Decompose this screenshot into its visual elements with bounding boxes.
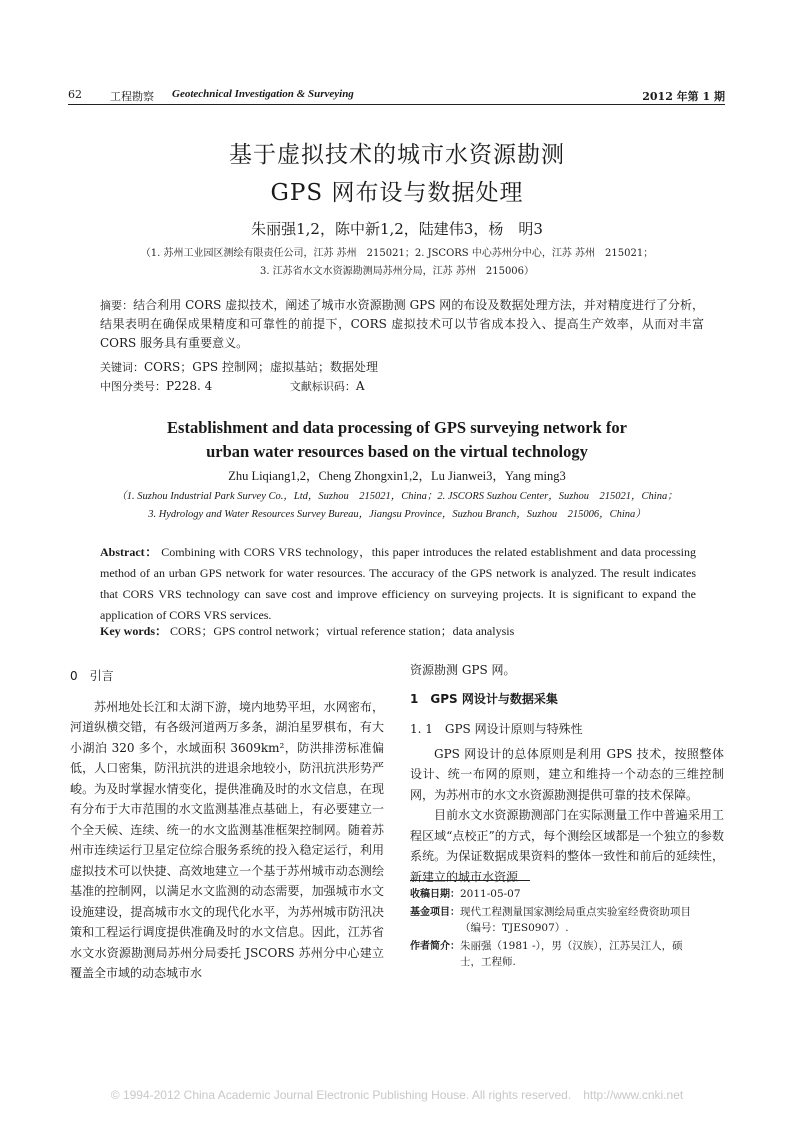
title-en-line2: urban water resources based on the virtual technology xyxy=(206,442,588,461)
footnote-rule xyxy=(410,880,530,881)
received-label: 收稿日期： xyxy=(410,889,460,900)
clc-label: 中图分类号： xyxy=(100,380,166,393)
keywords-en xyxy=(100,622,696,639)
subsection-1-1-heading: 1. 1 GPS 网设计原则与特殊性 xyxy=(410,722,583,736)
intro-paragraph: 苏州地处长江和太湖下游，境内地势平坦，水网密布，河道纵横交错，有各级河道两万多条，湖泊星罗棋布，有大小湖泊 320 多个，水域面积 3609km²，防洪排涝标准偏低，人口密集，防汛抗洪的进退余地较小，防汛抗洪形势严峻。为及时掌握水情变化，提供准确及时的水文信息，在现有分布于大市范围的水文监测基准点基础上，有必要建立一个全天候、连续、统一的水文监测基准框架控制网。随着苏州市连续运行卫星定位综合服务系统的投入稳定运行，利用虚拟技术可以快捷、高效地建立一个基于苏州城市动态测绘基准的控制网，以满足水文监测的动态需要，加强城市水文设施建设，提高城市水文的现代化水平，为苏州城市防汛决策和工程运行调度提供准确及时的水文信息。因此，江苏省水文水资源勘测局苏州分局委托 JSCORS 苏州分中心建立覆盖全市域的动态城市水 xyxy=(70,699,384,980)
fund-label: 基金项目： xyxy=(410,907,460,918)
fund-note xyxy=(410,904,726,936)
abstract-cn-text: 结合利用 CORS 虚拟技术，阐述了城市水资源勘测 GPS 网的布设及数据处理方法，并对精度进行了分析，结果表明在确保成果精度和可靠性的前提下，CORS 虚拟技术可以节省成本投入、提高生产效率，从而对丰富 CORS 服务具有重要意义。 xyxy=(100,298,705,350)
doc-code-value: A xyxy=(355,379,365,393)
clc-value: P228. 4 xyxy=(166,379,213,393)
title-cn-line1: 基于虚拟技术的城市水资源勘测 xyxy=(229,142,565,168)
keywords-cn-text: CORS；GPS 控制网；虚拟基站；数据处理 xyxy=(144,360,378,374)
page-number: 62 xyxy=(68,88,82,101)
authors-cn: 朱丽强1,2，陈中新1,2，陆建伟3，杨 明3 xyxy=(251,220,543,238)
running-header xyxy=(68,88,725,104)
design-principle-paragraph: GPS 网设计的总体原则是利用 GPS 技术，按照整体设计、统一布网的原则，建立和维持一个动态的三维控制网，为苏州市的水文水资源勘测提供可靠的技术保障。 xyxy=(410,746,724,802)
affiliations-cn-line2: 3. 江苏省水文水资源勘测局苏州分局，江苏 苏州 215006） xyxy=(259,266,535,277)
keywords-en-label: Key words： xyxy=(100,624,167,638)
issue-label: 2012 年第 1 期 xyxy=(642,90,725,103)
journal-name-en: Geotechnical Investigation & Surveying xyxy=(172,88,354,100)
doc-code-label: 文献标识码： xyxy=(289,380,356,393)
section-1-heading: 1 GPS 网设计与数据采集 xyxy=(410,691,558,706)
received-value: 2011-05-07 xyxy=(460,888,521,900)
fund-value: 现代工程测量国家测绘局重点实验室经费资助项目（编号：TJES0907）. xyxy=(460,906,691,934)
abstract-en-label: Abstract： xyxy=(100,545,158,559)
title-en-line1: Establishment and data processing of GPS surveying network for xyxy=(167,418,627,437)
copyright-notice: © 1994-2012 China Academic Journal Electronic Publishing House. All rights reserved. http://www.cnki.net xyxy=(110,1088,684,1102)
keywords-cn-label: 关键词： xyxy=(100,361,144,374)
authors-en: Zhu Liqiang1,2，Cheng Zhongxin1,2，Lu Jianwei3，Yang ming3 xyxy=(228,469,566,483)
author-bio-value: 朱丽强（1981 -），男（汉族），江苏吴江人，硕士，工程师. xyxy=(460,940,683,968)
author-bio-note xyxy=(410,938,726,970)
right-column xyxy=(410,660,724,887)
intro-continuation: 资源勘测 GPS 网。 xyxy=(410,663,516,677)
abstract-en-text: Combining with CORS VRS technology，this paper introduces the related establishment and data processing method of an urban GPS network for water resources. The accuracy of the GPS network is analyzed. The result indicates that CORS VRS technology can save cost and improve efficiency on surveying projects. It is significant to expand the application of CORS VRS services. xyxy=(100,545,696,622)
point-calibration-paragraph: 目前水文水资源勘测部门在实际测量工作中普遍采用工程区域“点校正”的方式，每个测绘区域都是一个独立的参数系统。为保证数据成果资料的整体一致性和前后的延续性，新建立的城市水资源 xyxy=(410,808,724,884)
title-cn-line2: GPS 网布设与数据处理 xyxy=(270,180,524,206)
header-rule xyxy=(68,104,725,105)
affiliations-cn-line1: （1. 苏州工业园区测绘有限责任公司，江苏 苏州 215021；2. JSCORS 中心苏州分中心，江苏 苏州 215021； xyxy=(140,248,654,259)
abstract-cn-label: 摘要： xyxy=(100,299,134,312)
classification-line xyxy=(100,378,704,394)
affiliations-en-line2: 3. Hydrology and Water Resources Survey Bureau，Jiangsu Province，Suzhou Branch，Suzhou 215006，China） xyxy=(148,509,646,520)
received-date-note xyxy=(410,886,726,903)
keywords-en-text: CORS；GPS control network；virtual reference station；data analysis xyxy=(170,624,515,638)
abstract-cn xyxy=(100,296,704,353)
abstract-en xyxy=(100,542,696,626)
journal-name-cn: 工程勘察 xyxy=(110,90,154,103)
section-0-heading: 0 引言 xyxy=(70,669,114,683)
left-column xyxy=(70,666,384,984)
keywords-cn xyxy=(100,358,704,375)
affiliations-en-line1: （1. Suzhou Industrial Park Survey Co.，Ltd，Suzhou 215021，China；2. JSCORS Suzhou Center，Suzhou 215021，China； xyxy=(116,491,678,502)
author-bio-label: 作者简介： xyxy=(410,941,460,952)
